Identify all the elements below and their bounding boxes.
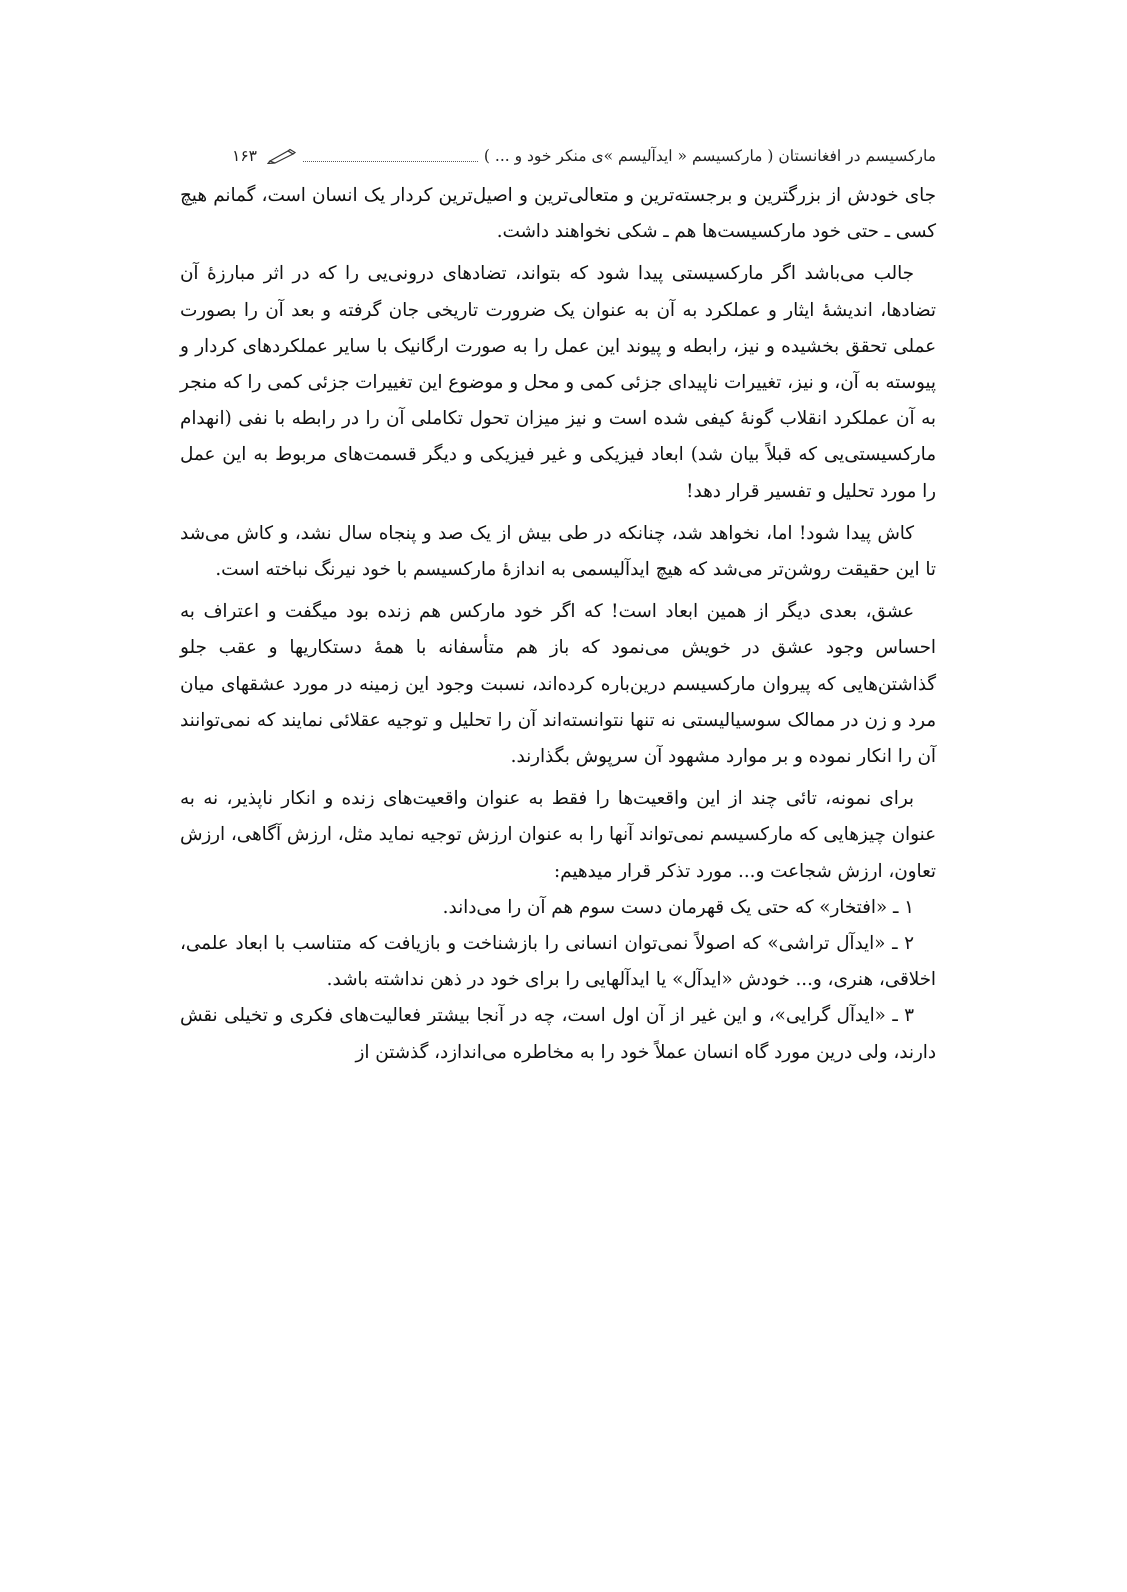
paragraph: برای نمونه، تائی چند از این واقعیت‌ها را فقط به عنوان واقعیت‌های زنده و انکار ناپذیر، نه به عنوان چیزهایی که مارکسیسم نمی‌تواند آنها را به عنوان ارزش توجیه نماید مثل، ارزش آگاهی، ارزش تعاون، ارزش شجاعت و... مورد تذکر قرار میدهیم: bbox=[180, 788, 936, 882]
body-text bbox=[180, 178, 936, 1071]
paragraph: جالب می‌باشد اگر مارکسیستی پیدا شود که بتواند، تضادهای درونی‌یی را که در اثر مبارزهٔ آن تضادها، اندیشهٔ ایثار و عملکرد به آن به عنوان یک ضرورت تاریخی جان گرفته و بعد آن را بصورت عملی تحقق بخشیده و نیز، رابطه و پیوند این عمل را به صورت ارگانیک با سایر عملکردهای کردار و پیوسته به آن، و نیز، تغییرات ناپیدای جزئی کمی و محل و موضوع این تغییرات جزئی کمی را که منجر به آن عملکرد انقلاب گونهٔ کیفی شده است و نیز میزان تحول تکاملی آن را در رابطه با نفی (انهدام مارکسیستی‌یی که قبلاً بیان شد) ابعاد فیزیکی و غیر فیزیکی و دیگر قسمت‌های مربوط به این عمل را مورد تحلیل و تفسیر قرار دهد! bbox=[180, 263, 936, 502]
list-item: ۳ ـ «ایدآل گرایی»، و این غیر از آن اول است، چه در آنجا بیشتر فعالیت‌های فکری و تخیلی نقش دارند، ولی درین مورد گاه انسان عملاً خود را به مخاطره می‌اندازد، گذشتن از bbox=[180, 1005, 936, 1063]
page-number: ۱۶۳ bbox=[232, 147, 257, 165]
running-title: مارکسیسم در افغانستان ( مارکسیسم « ایدآلیسم »ی منکر خود و ... ) bbox=[483, 147, 936, 165]
paragraph: عشق، بعدی دیگر از همین ابعاد است! که اگر خود مارکس هم زنده بود میگفت و اعتراف به احساس وجود عشق در خویش می‌نمود که باز هم متأسفانه با همهٔ دستکاریها و عقب جلو گذاشتن‌هایی که پیروان مارکسیسم درین‌باره کرده‌اند، نسبت وجود این زمینه در مورد عشقهای میان مرد و زن در ممالک سوسیالیستی نه تنها نتوانسته‌اند آن را تحلیل و توجیه عقلائی نمایند که نمی‌توانند آن را انکار نموده و بر موارد مشهود آن سرپوش بگذارند. bbox=[180, 601, 936, 768]
paragraph: جای خودش از بزرگترین و برجسته‌ترین و متعالی‌ترین و اصیل‌ترین کردار یک انسان است، گمانم هیچ کسی ـ حتی خود مارکسیست‌ها هم ـ شکی نخواهند داشت. bbox=[180, 185, 936, 243]
page-number-group bbox=[232, 147, 297, 165]
running-header bbox=[232, 143, 936, 169]
list-item: ۲ ـ «ایدآل تراشی» که اصولاً نمی‌توان انسانی را بازشناخت و بازیافت که متناسب با ابعاد علمی، اخلاقی، هنری، و... خودش «ایدآل» یا ایدآلهایی را برای خود در ذهن نداشته باشد. bbox=[180, 933, 936, 991]
dotted-leader bbox=[303, 151, 478, 162]
pencil-icon bbox=[267, 148, 297, 164]
paragraph: کاش پیدا شود! اما، نخواهد شد، چنانکه در طی بیش از یک صد و پنجاه سال نشد، و کاش می‌شد تا این حقیقت روشن‌تر می‌شد که هیچ ایدآلیسمی به اندازهٔ مارکسیسم با خود نیرنگ نباخته است. bbox=[180, 522, 936, 581]
list-item: ۱ ـ «افتخار» که حتی یک قهرمان دست سوم هم آن را می‌داند. bbox=[442, 896, 914, 918]
